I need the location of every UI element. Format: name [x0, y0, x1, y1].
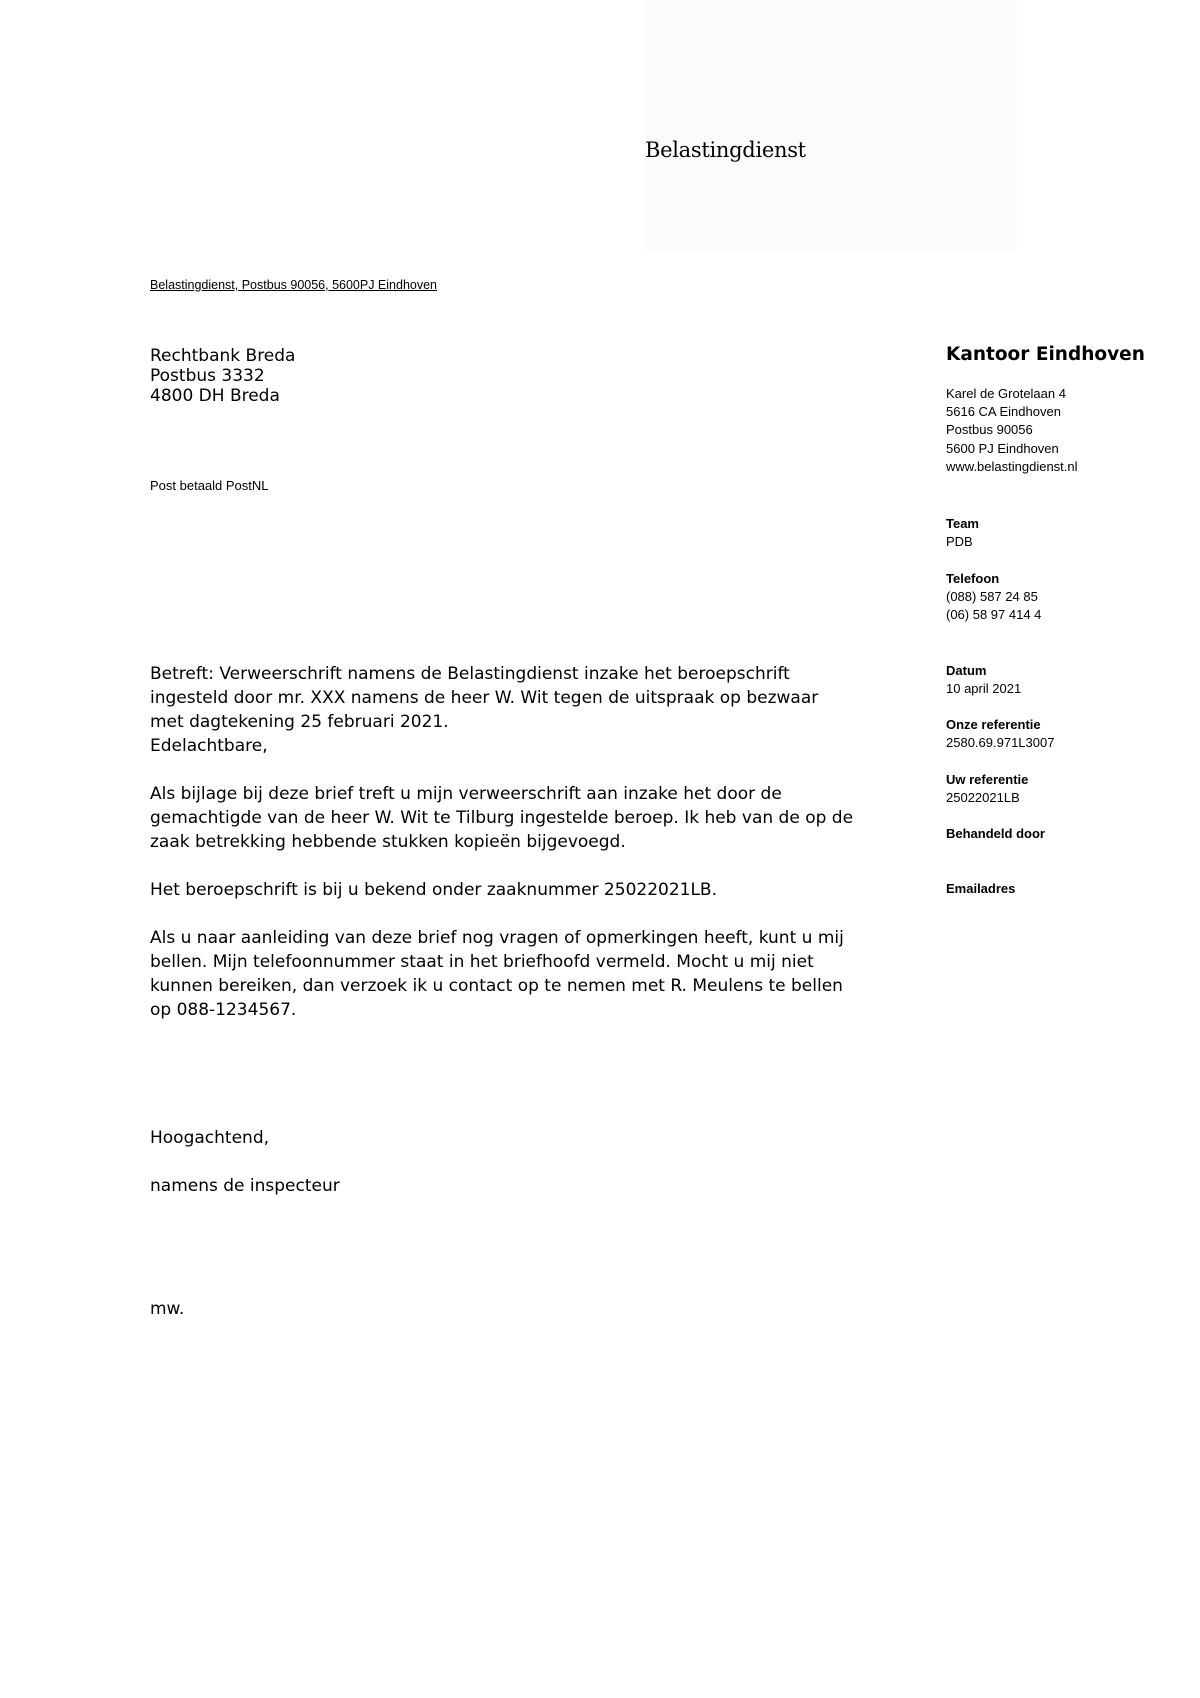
recipient-line: Postbus 3332: [150, 366, 265, 386]
closing-on-behalf: namens de inspecteur: [150, 1176, 340, 1196]
uw-referentie-field: [946, 771, 1028, 807]
salutation: Edelachtbare,: [150, 736, 268, 756]
subject: [150, 662, 930, 734]
paragraph-contact: [150, 926, 930, 1022]
subject-line: ingesteld door mr. XXX namens de heer W. Wit tegen de uitspraak op bezwaar: [150, 688, 819, 708]
letter-body: [150, 662, 930, 1046]
team-label: Team: [946, 516, 979, 531]
paragraph-line: zaak betrekking hebbende stukken kopieën bijgevoegd.: [150, 832, 626, 852]
subject-line: met dagtekening 25 februari 2021.: [150, 712, 449, 732]
subject-line: Betreft: Verweerschrift namens de Belastingdienst inzake het beroepschrift: [150, 664, 790, 684]
team-field: [946, 515, 979, 551]
emailadres-field: [946, 880, 1015, 898]
logo-block: [645, 0, 1017, 250]
recipient-address: [150, 346, 295, 406]
office-address-line: 5616 CA Eindhoven: [946, 404, 1061, 420]
paragraph-line: Als u naar aanleiding van deze brief nog vragen of opmerkingen heeft, kunt u mij: [150, 928, 844, 948]
onze-referentie-label: Onze referentie: [946, 717, 1041, 732]
signatory: mw.: [150, 1299, 185, 1319]
office-address-line: 5600 PJ Eindhoven: [946, 440, 1059, 456]
datum-field: [946, 662, 1021, 698]
postage-note: Post betaald PostNL: [150, 478, 269, 493]
paragraph-line: gemachtigde van de heer W. Wit te Tilburg ingestelde beroep. Ik heb van de op de: [150, 808, 854, 828]
behandeld-door-field: [946, 825, 1045, 843]
closing-greeting: Hoogachtend,: [150, 1128, 270, 1148]
uw-referentie-label: Uw referentie: [946, 772, 1029, 787]
telefoon-field: [946, 570, 1041, 624]
team-value: PDB: [946, 534, 973, 549]
recipient-line: Rechtbank Breda: [150, 346, 296, 366]
datum-label: Datum: [946, 663, 987, 678]
telefoon-label: Telefoon: [946, 571, 1000, 586]
paragraph-line: op 088-1234567.: [150, 1000, 297, 1020]
office-website: www.belastingdienst.nl: [946, 458, 1078, 474]
office-address-line: Karel de Grotelaan 4: [946, 386, 1066, 401]
uw-referentie-value: 25022021LB: [946, 790, 1020, 805]
return-address: Belastingdienst, Postbus 90056, 5600PJ Eindhoven: [150, 278, 438, 292]
onze-referentie-value: 2580.69.971L3007: [946, 735, 1055, 750]
telefoon-value-1: (088) 587 24 85: [946, 589, 1038, 604]
datum-value: 10 april 2021: [946, 681, 1022, 696]
office-address: [946, 385, 1078, 476]
onze-referentie-field: [946, 716, 1054, 752]
logo-text: Belastingdienst: [645, 138, 806, 162]
paragraph-line: bellen. Mijn telefoonnummer staat in het briefhoofd vermeld. Mocht u mij niet: [150, 952, 814, 972]
telefoon-value-2: (06) 58 97 414 4: [946, 607, 1042, 622]
office-address-line: Postbus 90056: [946, 422, 1033, 438]
paragraph-case-number: Het beroepschrift is bij u bekend onder zaaknummer 25022021LB.: [150, 880, 718, 900]
behandeld-door-label: Behandeld door: [946, 826, 1045, 841]
office-name: Kantoor Eindhoven: [946, 344, 1145, 365]
emailadres-label: Emailadres: [946, 881, 1016, 896]
paragraph-line: Als bijlage bij deze brief treft u mijn verweerschrift aan inzake het door de: [150, 784, 782, 804]
recipient-line: 4800 DH Breda: [150, 386, 280, 406]
paragraph-attachment: [150, 782, 930, 854]
paragraph-line: kunnen bereiken, dan verzoek ik u contact op te nemen met R. Meulens te bellen: [150, 976, 843, 996]
